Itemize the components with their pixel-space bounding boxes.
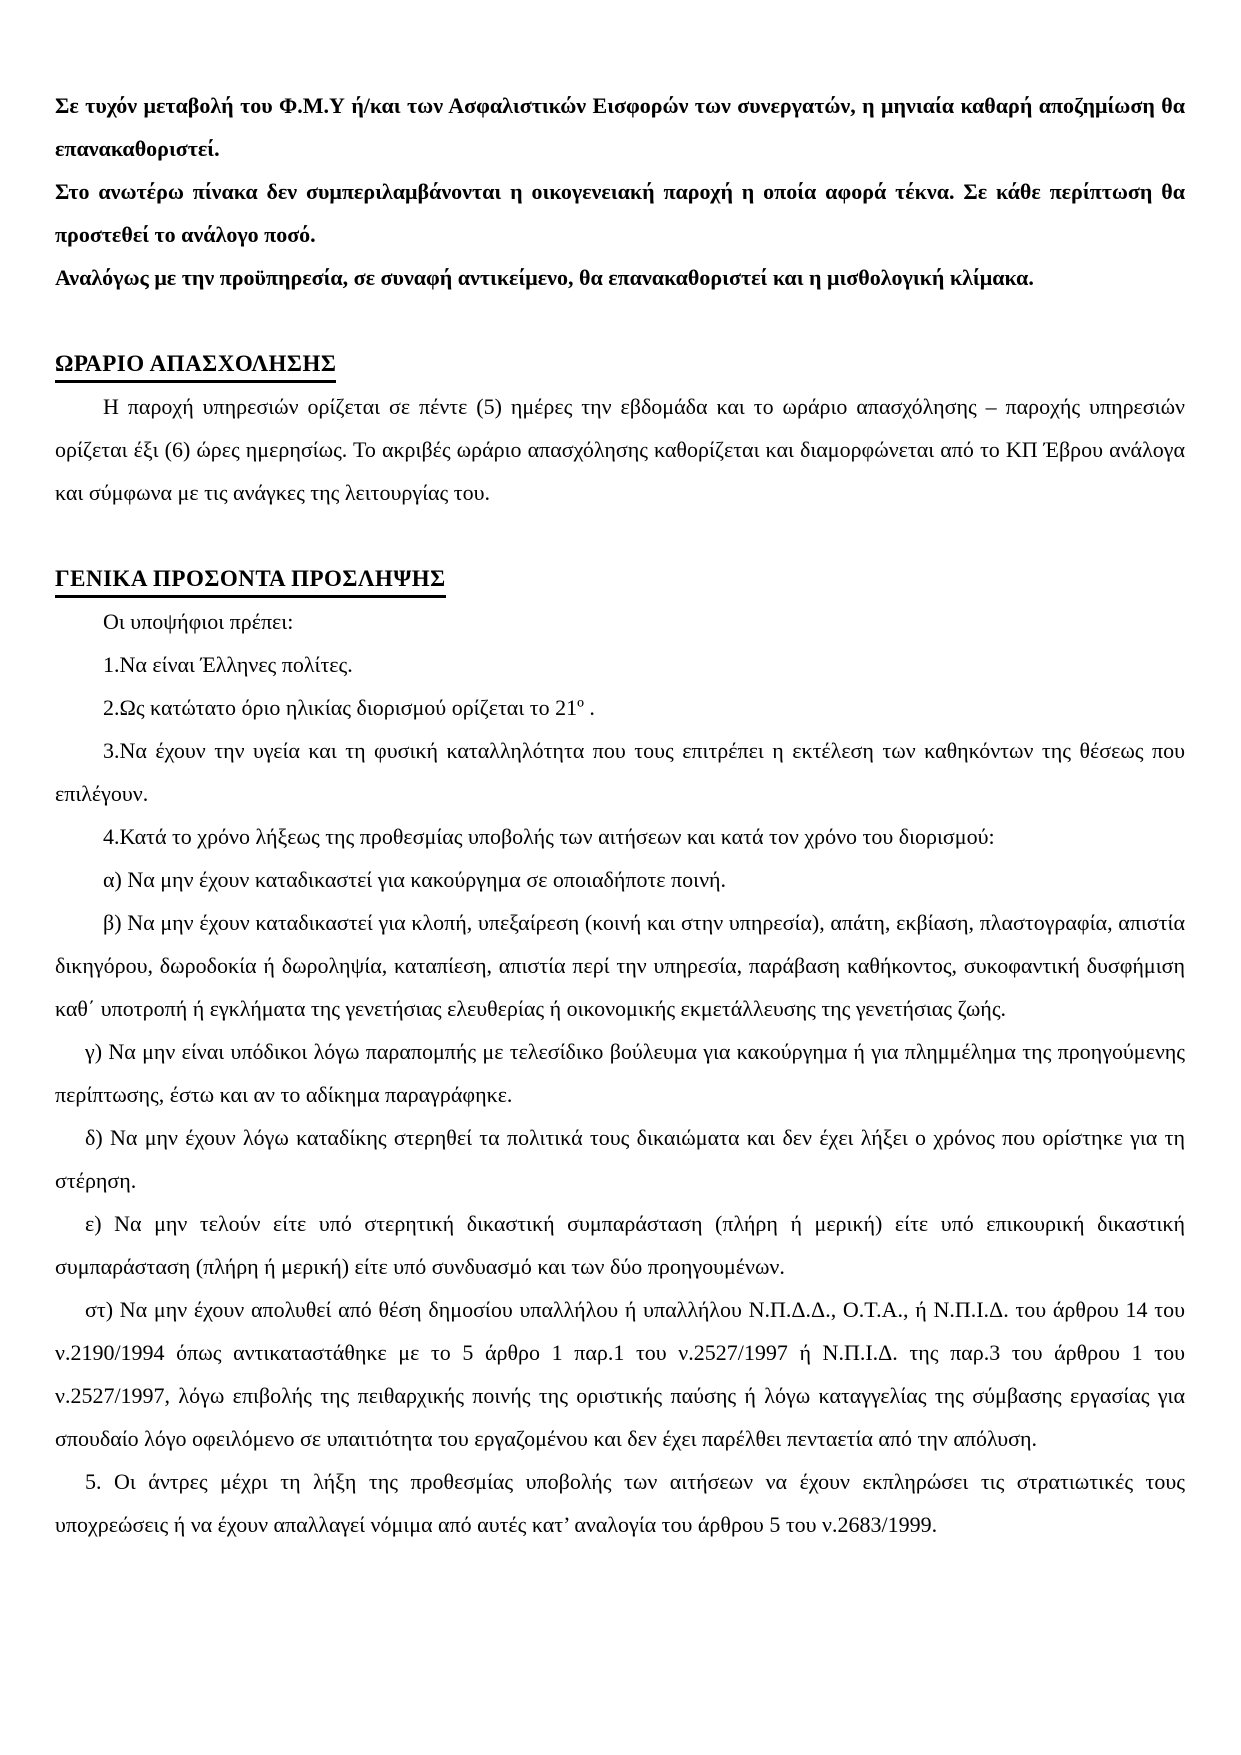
section-heading-general-qualifications-text: ΓΕΝΙΚΑ ΠΡΟΣΟΝΤΑ ΠΡΟΣΛΗΨΗΣ	[55, 564, 446, 598]
intro-paragraph-1: Σε τυχόν μεταβολή του Φ.Μ.Υ ή/και των Ασφαλιστικών Εισφορών των συνεργατών, η μηνιαία καθαρή αποζημίωση θα επανακαθοριστεί.	[55, 93, 1185, 161]
qualification-item-4b: β) Να μην έχουν καταδικαστεί για κλοπή, υπεξαίρεση (κοινή και στην υπηρεσία), απάτη, εκβίαση, πλαστογραφία, απιστία δικηγόρου, δωροδοκία ή δωροληψία, καταπίεση, απιστία περί την υπηρεσία, παράβαση καθήκοντος, συκοφαντική δυσφήμιση καθ΄ υποτροπή ή εγκλήματα της γενετήσιας ελευθερίας ή οικονομικής εκμετάλλευσης της γενετήσιας ζωής.	[55, 910, 1185, 1021]
qualification-item-4e: ε) Να μην τελούν είτε υπό στερητική δικαστική συμπαράσταση (πλήρη ή μερική) είτε υπό επικουρική δικαστική συμπαράσταση (πλήρη ή μερική) είτε υπό συνδυασμό και των δύο προηγουμένων.	[55, 1211, 1185, 1279]
qualification-item-4st: στ) Να μην έχουν απολυθεί από θέση δημοσίου υπαλλήλου ή υπαλλήλου Ν.Π.Δ.Δ., Ο.Τ.Α., ή Ν.Π.Ι.Δ. του άρθρου 14 του ν.2190/1994 όπως αντικαταστάθηκε με το 5 άρθρο 1 παρ.1 του ν.2527/1997 ή Ν.Π.Ι.Δ. της παρ.3 του άρθρου 1 του ν.2527/1997, λόγω επιβολής της πειθαρχικής ποινής της οριστικής παύσης ή λόγω καταγγελίας της σύμβασης εργασίας για σπουδαίο λόγο οφειλόμενο σε υπαιτιότητα του εργαζομένου και δεν έχει παρέλθει πενταετία από την απόλυση.	[55, 1297, 1185, 1451]
qualification-item-3: 3.Να έχουν την υγεία και τη φυσική καταλληλότητα που τους επιτρέπει η εκτέλεση των καθηκόντων της θέσεως που επιλέγουν.	[55, 738, 1185, 806]
qualification-item-4c: γ) Να μην είναι υπόδικοι λόγω παραπομπής με τελεσίδικο βούλευμα για κακούργημα ή για πλημμέλημα της προηγούμενης περίπτωσης, έστω και αν το αδίκημα παραγράφηκε.	[55, 1039, 1185, 1107]
section-heading-general-qualifications	[55, 557, 1185, 600]
qualification-item-5: 5. Οι άντρες μέχρι τη λήξη της προθεσμίας υποβολής των αιτήσεων να έχουν εκπληρώσει τις στρατιωτικές τους υποχρεώσεις ή να έχουν απαλλαγεί νόμιμα από αυτές κατ’ αναλογία του άρθρου 5 του ν.2683/1999.	[55, 1469, 1185, 1537]
intro-paragraph-2: Στο ανωτέρω πίνακα δεν συμπεριλαμβάνονται η οικογενειακή παροχή η οποία αφορά τέκνα. Σε κάθε περίπτωση θα προστεθεί το ανάλογο ποσό.	[55, 179, 1185, 247]
qualification-item-4: 4.Κατά το χρόνο λήξεως της προθεσμίας υποβολής των αιτήσεων και κατά τον χρόνο του διορισμού:	[103, 824, 995, 849]
qualification-item-2: 2.Ως κατώτατο όριο ηλικίας διορισμού ορίζεται το 21º .	[103, 695, 595, 720]
qualifications-lead: Οι υποψήφιοι πρέπει:	[103, 609, 294, 634]
qualification-item-4d: δ) Να μην έχουν λόγω καταδίκης στερηθεί τα πολιτικά τους δικαιώματα και δεν έχει λήξει ο χρόνος που ορίστηκε για τη στέρηση.	[55, 1125, 1185, 1193]
section-heading-working-hours-text: ΩΡΑΡΙΟ ΑΠΑΣΧΟΛΗΣΗΣ	[55, 349, 336, 383]
qualification-item-4a: α) Να μην έχουν καταδικαστεί για κακούργημα σε οποιαδήποτε ποινή.	[103, 867, 727, 892]
working-hours-paragraph: Η παροχή υπηρεσιών ορίζεται σε πέντε (5) ημέρες την εβδομάδα και το ωράριο απασχόλησης – παροχής υπηρεσιών ορίζεται έξι (6) ώρες ημερησίως. Το ακριβές ωράριο απασχόλησης καθορίζεται και διαμορφώνεται από το ΚΠ Έβρου ανάλογα και σύμφωνα με τις ανάγκες της λειτουργίας του.	[55, 394, 1185, 505]
section-heading-working-hours	[55, 342, 1185, 385]
qualification-item-1: 1.Να είναι Έλληνες πολίτες.	[103, 652, 353, 677]
intro-paragraph-3: Αναλόγως με την προϋπηρεσία, σε συναφή αντικείμενο, θα επανακαθοριστεί και η μισθολογική κλίμακα.	[55, 265, 1034, 290]
